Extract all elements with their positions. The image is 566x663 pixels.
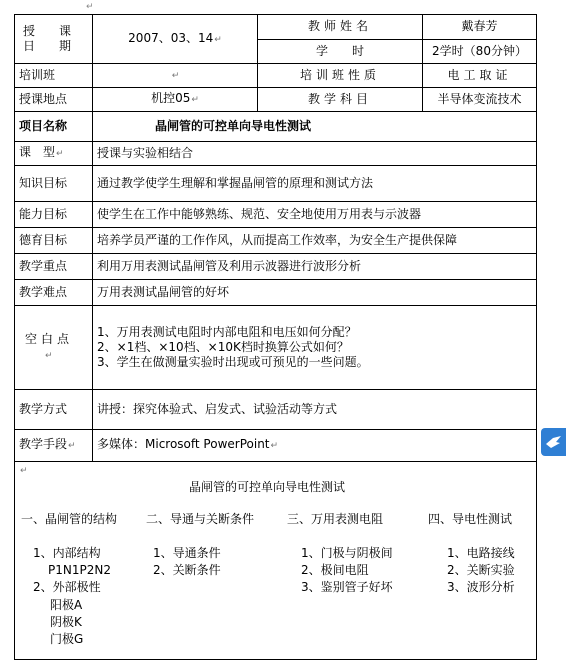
means-label: 教学手段↵ — [15, 430, 93, 462]
section-heading: 三、万用表测电阻 — [287, 512, 384, 526]
hours-label — [258, 39, 423, 64]
teach-date-label-cell — [15, 15, 93, 64]
means-value: 多媒体：Microsoft PowerPoint↵ — [93, 430, 537, 462]
teacher-value — [423, 15, 537, 40]
subject-text: 半导体变流技术 — [437, 92, 522, 106]
outline-item: 2、关断实验 — [447, 563, 515, 577]
project-value — [93, 112, 537, 142]
difficulty-text: 万用表测试晶闸管的好坏 — [97, 285, 230, 299]
project-label-text: 项目名称 — [19, 119, 68, 133]
method-value — [93, 390, 537, 430]
key-point-label-text: 教学重点 — [19, 259, 68, 273]
key-point-value — [93, 254, 537, 280]
class-label-text: 培训班 — [19, 68, 56, 82]
outline-item: 2、外部极性 — [33, 580, 101, 594]
course-type-label-text: 课 型 — [19, 145, 56, 159]
blank-points-label: 空白点 ↵ — [15, 306, 93, 390]
course-type-text: 授课与实验相结合 — [97, 146, 194, 160]
section-heading: 二、导通与关断条件 — [146, 512, 255, 526]
blank-point-item: 2、×1档、×10档、×10K档时换算公式如何？ — [97, 340, 349, 354]
subject-label — [258, 88, 423, 112]
means-label-text: 教学手段 — [19, 437, 68, 451]
teach-date-value: 2007、03、14↵ — [93, 15, 258, 64]
hours-value — [423, 39, 537, 64]
outline-item: 1、导通条件 — [153, 546, 221, 560]
method-label-text: 教学方式 — [19, 402, 68, 416]
knowledge-goal-text: 通过教学使学生理解和掌握晶闸管的原理和测试方法 — [97, 176, 374, 190]
outline-item: 1、门极与阴极间 — [301, 546, 393, 560]
outline-item: 1、电路接线 — [447, 546, 515, 560]
key-point-label — [15, 254, 93, 280]
course-type-value — [93, 142, 537, 166]
blank-points-label-text: 空白点 — [25, 331, 74, 346]
section-heading: 一、晶闸管的结构 — [21, 512, 118, 526]
ability-goal-label — [15, 202, 93, 228]
class-nature-value — [423, 64, 537, 88]
section-heading: 四、导电性测试 — [428, 512, 513, 526]
place-label — [15, 88, 93, 112]
difficulty-label — [15, 280, 93, 306]
knowledge-goal-value — [93, 166, 537, 202]
project-label — [15, 112, 93, 142]
method-text: 讲授：探究体验式、启发式、试验活动等方式 — [97, 402, 338, 416]
moral-goal-value — [93, 228, 537, 254]
ability-goal-label-text: 能力目标 — [19, 207, 68, 221]
outline-item: 3、波形分析 — [447, 580, 515, 594]
outline-item: 阳极A — [50, 598, 83, 612]
teach-date-text: 2007、03、14 — [128, 30, 214, 45]
outline-item: 阴极K — [50, 615, 82, 629]
paragraph-mark-small: ↵ — [20, 466, 28, 476]
outline-item: 2、关断条件 — [153, 563, 221, 577]
course-type-label: 课 型↵ — [15, 142, 93, 166]
paragraph-mark: ↵ — [86, 2, 94, 12]
outline-title: 晶闸管的可控单向导电性测试 — [189, 480, 346, 494]
bird-icon — [541, 428, 566, 456]
outline-item: 2、极间电阻 — [301, 563, 369, 577]
knowledge-goal-label-text: 知识目标 — [19, 176, 68, 190]
class-label — [15, 64, 93, 88]
place-value: 机控05↵ — [93, 88, 258, 112]
subject-label-text: 教学科目 — [307, 92, 372, 106]
ability-goal-value — [93, 202, 537, 228]
method-label — [15, 390, 93, 430]
difficulty-label-text: 教学难点 — [19, 285, 68, 299]
outline-item: 3、鉴别管子好坏 — [301, 580, 393, 594]
hours-label-text: 学 时 — [315, 43, 364, 58]
means-text: 多媒体：Microsoft PowerPoint — [97, 437, 270, 451]
teacher-label-text: 教师姓名 — [307, 19, 372, 34]
project-title: 晶闸管的可控单向导电性测试 — [155, 119, 312, 133]
class-value: ↵ — [93, 64, 258, 88]
place-label-text: 授课地点 — [19, 92, 68, 106]
teach-date-label-2: 日 期 — [23, 39, 72, 53]
blank-points-list — [93, 306, 537, 390]
moral-goal-text: 培养学员严谨的工作作风，从而提高工作效率，为安全生产提供保障 — [97, 233, 458, 247]
outline-item: P1N1P2N2 — [48, 563, 111, 577]
difficulty-value — [93, 280, 537, 306]
teacher-name: 戴春芳 — [461, 19, 498, 34]
outline-item: 1、内部结构 — [33, 546, 101, 560]
class-nature-text: 电工取证 — [447, 68, 512, 82]
hours-text: 2学时（80分钟） — [432, 43, 527, 58]
teacher-label — [258, 15, 423, 40]
teach-date-label-1: 授 课 — [23, 24, 72, 38]
class-nature-label-text: 培训班性质 — [299, 68, 380, 82]
bird-share-icon[interactable] — [541, 428, 566, 456]
moral-goal-label — [15, 228, 93, 254]
class-nature-label — [258, 64, 423, 88]
outline-item: 门极G — [50, 632, 84, 646]
content-outline — [15, 462, 537, 660]
moral-goal-label-text: 德育目标 — [19, 233, 68, 247]
key-point-text: 利用万用表测试晶闸管及利用示波器进行波形分析 — [97, 259, 362, 273]
knowledge-goal-label — [15, 166, 93, 202]
blank-point-item: 1、万用表测试电阻时内部电阻和电压如何分配？ — [97, 325, 357, 339]
subject-value — [423, 88, 537, 112]
ability-goal-text: 使学生在工作中能够熟练、规范、安全地使用万用表与示波器 — [97, 207, 422, 221]
place-text: 机控05 — [151, 91, 191, 105]
lesson-plan-table — [14, 14, 537, 660]
blank-point-item: 3、学生在做测量实验时出现或可预见的一些问题。 — [97, 355, 369, 369]
